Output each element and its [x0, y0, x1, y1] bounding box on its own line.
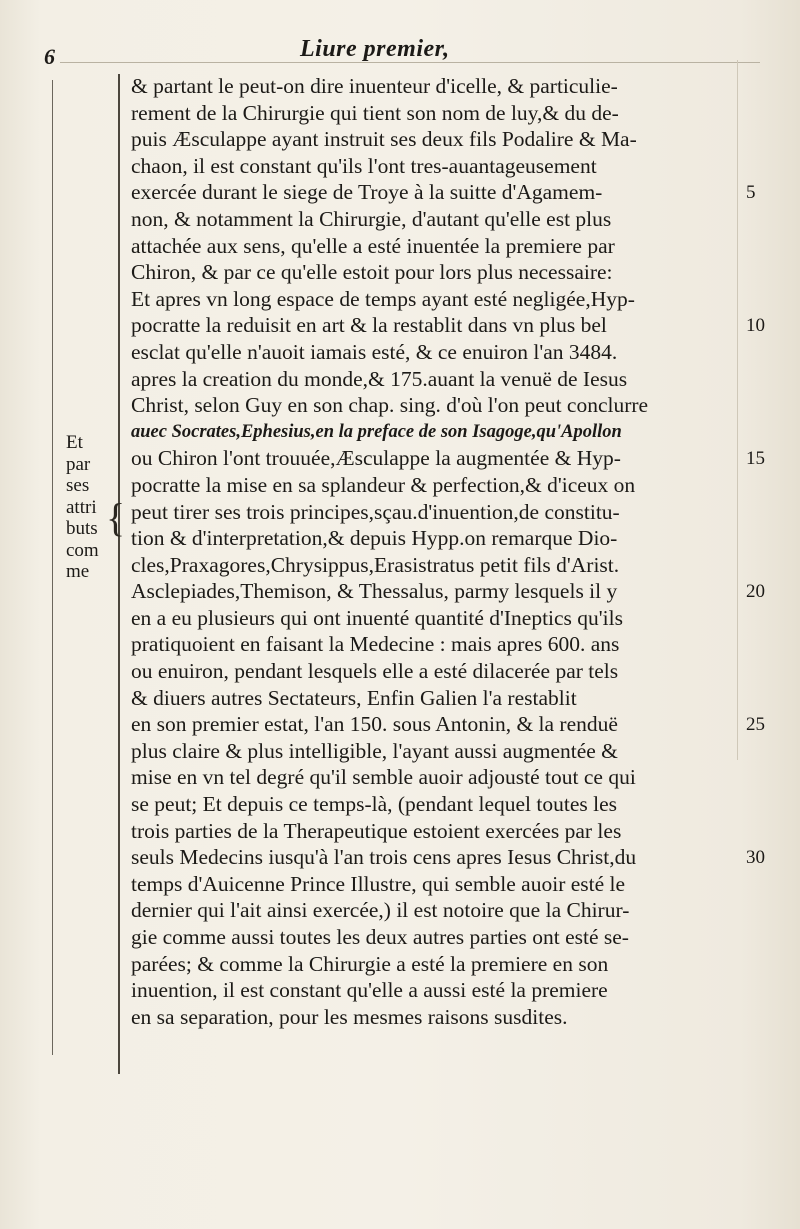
- text-line: esclat qu'elle n'auoit iamais esté, & ce enuiron l'an 3484.: [131, 339, 618, 364]
- text-line: cles,Praxagores,Chrysippus,Erasistratus petit fils d'Arist.: [131, 552, 620, 577]
- text-line: Asclepiades,Themison, & Thessalus, parmy lesquels il y: [131, 579, 618, 604]
- text-line: en a eu plusieurs qui ont inuenté quantité d'Ineptics qu'ils: [131, 605, 623, 630]
- inner-margin-rule: [118, 74, 120, 1074]
- margin-brace: {: [106, 495, 126, 540]
- text-line: inuention, il est constant qu'elle a aussi esté la premiere: [131, 978, 608, 1003]
- text-line: peut tirer ses trois principes,sçau.d'inuention,de constitu-: [131, 499, 620, 524]
- line-number: 20: [746, 581, 765, 603]
- text-line: mise en vn tel degré qu'il semble auoir adjousté tout ce qui: [131, 765, 636, 790]
- text-line: gie comme aussi toutes les deux autres parties ont esté se-: [131, 925, 629, 949]
- text-line: pratiquoient en faisant la Medecine : mais apres 600. ans: [131, 632, 620, 657]
- text-line: rement de la Chirurgie qui tient son nom de luy,& du de-: [131, 100, 619, 125]
- text-line: plus claire & plus intelligible, l'ayant aussi augmentée &: [131, 738, 618, 763]
- text-line: ou enuiron, pendant lesquels elle a esté dilacerée par tels: [131, 659, 619, 684]
- text-line: & partant le peut-on dire inuenteur d'icelle, & particulie-: [131, 74, 618, 98]
- text-line: pocratte la mise en sa splandeur & perfection,& d'iceux on: [131, 472, 636, 497]
- text-line: Christ, selon Guy en son chap. sing. d'où l'on peut conclurre: [131, 393, 649, 418]
- outer-margin-rule: [52, 80, 53, 1055]
- text-line: en sa separation, pour les mesmes raisons susdites.: [131, 1004, 568, 1029]
- text-line: temps d'Auicenne Prince Illustre, qui semble auoir esté le: [131, 871, 626, 896]
- running-head: Liure premier,: [300, 36, 450, 62]
- line-number: 10: [746, 315, 765, 337]
- page-number: 6: [44, 44, 55, 69]
- text-line: dernier qui l'ait ainsi exercée,) il est notoire que la Chirur-: [131, 898, 630, 923]
- text-line: seuls Medecins iusqu'à l'an trois cens apres Iesus Christ,du: [131, 845, 637, 870]
- text-line: trois parties de la Therapeutique estoient exercées par les: [131, 818, 622, 843]
- text-line: se peut; Et depuis ce temps-là, (pendant lequel toutes les: [131, 792, 617, 817]
- text-line: tion & d'interpretation,& depuis Hypp.on remarque Dio-: [131, 526, 618, 551]
- line-number: 25: [746, 714, 765, 736]
- line-number: 15: [746, 448, 765, 470]
- margin-note-word: com: [66, 539, 99, 561]
- text-line: ou Chiron l'ont trouuée,Æsculappe la augmentée & Hyp-: [131, 446, 621, 471]
- text-line: non, & notamment la Chirurgie, d'autant qu'elle est plus: [131, 206, 612, 231]
- text-line: apres la creation du monde,& 175.auant la venuë de Iesus: [131, 366, 628, 391]
- text-line: attachée aux sens, qu'elle a esté inuentée la premiere par: [131, 233, 615, 258]
- text-line: en son premier estat, l'an 150. sous Antonin, & la renduë: [131, 712, 618, 737]
- text-line: exercée durant le siege de Troye à la suitte d'Agamem-: [131, 180, 603, 205]
- line-number: 30: [746, 847, 765, 869]
- text-line: pocratte la reduisit en art & la restablit dans vn plus bel: [131, 313, 607, 338]
- margin-note-word: attri: [66, 496, 97, 518]
- text-line: Et apres vn long espace de temps ayant esté negligée,Hyp-: [131, 286, 635, 311]
- margin-note-word: par: [66, 453, 91, 475]
- text-line: chaon, il est constant qu'ils l'ont tres-auantageusement: [131, 153, 597, 178]
- margin-note-word: ses: [66, 475, 90, 496]
- margin-note-word: me: [66, 561, 90, 582]
- text-line: parées; & comme la Chirurgie a esté la premiere en son: [131, 951, 609, 976]
- text-line: puis Æsculappe ayant instruit ses deux fils Podalire & Ma-: [131, 127, 637, 152]
- text-line: Chiron, & par ce qu'elle estoit pour lors plus necessaire:: [131, 260, 613, 285]
- line-number: 5: [746, 182, 756, 204]
- margin-note-word: Et: [66, 432, 83, 453]
- margin-note-word: buts: [66, 518, 98, 539]
- text-line: & diuers autres Sectateurs, Enfin Galien l'a restablit: [131, 685, 577, 710]
- body-text: [131, 73, 743, 1030]
- text-line: auec Socrates,Ephesius,en la preface de son Isagoge,qu'Apollon: [131, 421, 622, 442]
